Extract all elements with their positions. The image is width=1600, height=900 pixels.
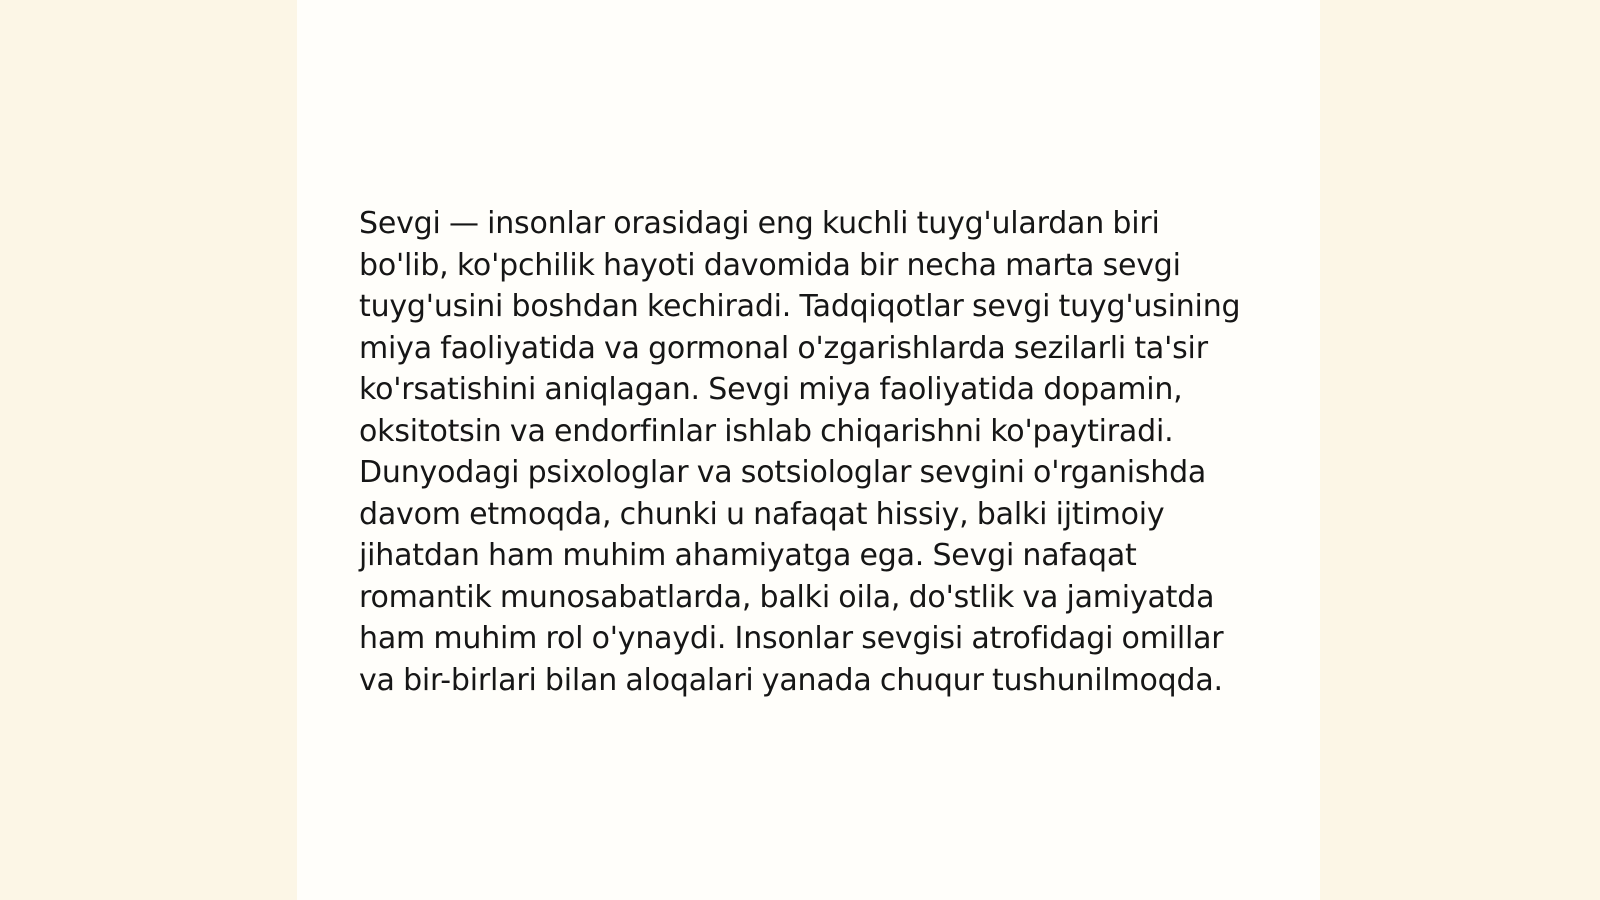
body-paragraph: Sevgi — insonlar orasidagi eng kuchli tuyg'ulardan biri bo'lib, ko'pchilik hayoti davomida bir necha marta sevgi tuyg'usini boshdan kechiradi. Tadqiqotlar sevgi tuyg'usining miya faoliyatida va gormonal o'zgarishlarda sezilarli ta'sir ko'rsatishini aniqlagan. Sevgi miya faoliyatida dopamin, oksitotsin va endorfinlar ishlab chiqarishni ko'paytiradi. Dunyodagi psixologlar va sotsiologlar sevgini o'rganishda davom etmoqda, chunki u nafaqat hissiy, balki ijtimoiy jihatdan ham muhim ahamiyatga ega. Sevgi nafaqat romantik munosabatlarda, balki oila, do'stlik va jamiyatda ham muhim rol o'ynaydi. Insonlar sevgisi atrofidagi omillar va bir-birlari bilan aloqalari yanada chuqur tushunilmoqda. xyxy=(359,206,1241,698)
document-page xyxy=(297,0,1320,900)
